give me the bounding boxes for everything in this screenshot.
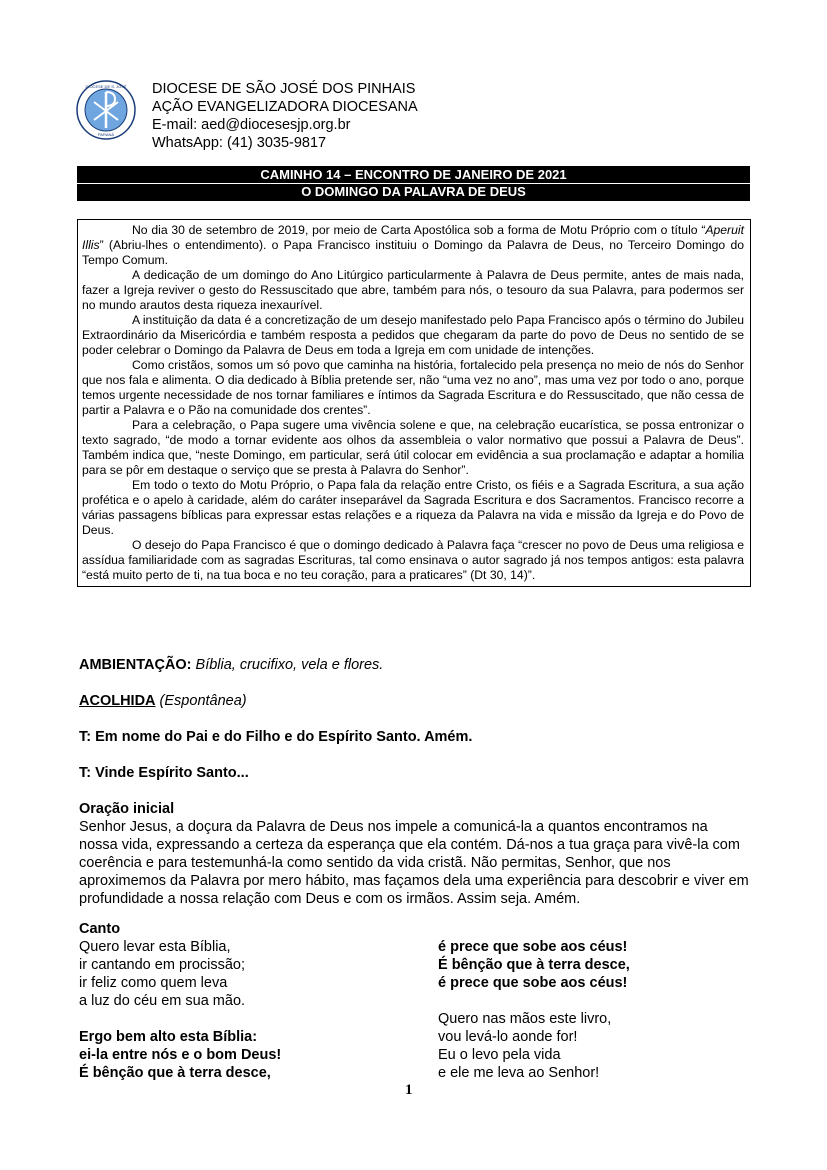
invocation-holy-spirit: T: Vinde Espírito Santo... (79, 765, 249, 781)
song-refrain-line: É bênção que à terra desce, (79, 1065, 271, 1081)
intro-paragraph-6: Em todo o texto do Motu Próprio, o Papa fala da relação entre Cristo, os fiéis e a Sagrada Escritura, a sua ação profética e o apelo à caridade, além do caráter inseparável da Sagrada Escritura e dos Sacramentos. Francisco recorre a várias passagens bíblicas para expressar estas relações e a riqueza da Palavra na vida e missão da Igreja e do Povo de Deus. (82, 478, 744, 537)
oracao-inicial (79, 800, 749, 908)
oracao-label: Oração inicial (79, 801, 175, 817)
intro-paragraph-2: A dedicação de um domingo do Ano Litúrgico particularmente à Palavra de Deus permite, antes de mais nada, fazer a Igreja reviver o gesto do Ressuscitado que abre, também para nós, o tesouro da sua Palavra, para podermos ser no mundo arautos desta riqueza inexaurível. (82, 268, 744, 312)
svg-text:PARANÁ: PARANÁ (97, 132, 115, 137)
header-whatsapp: WhatsApp: (41) 3035-9817 (152, 135, 327, 151)
intro-paragraph-7: O desejo do Papa Francisco é que o domingo dedicado à Palavra faça “crescer no povo de Deus uma religiosa e assídua familiaridade com as sagradas Escrituras, tal como ensinava o autor sagrado já nos tempos antigos: esta palavra “está muito perto de ti, na tua boca e no teu coração, para a praticares” (Dt 30, 14)”. (82, 538, 744, 582)
song-refrain-line: Ergo bem alto esta Bíblia: (79, 1029, 258, 1045)
acolhida: ACOLHIDA (Espontânea) (79, 693, 247, 709)
song-refrain-line: ei-la entre nós e o bom Deus! (79, 1047, 282, 1063)
intro-paragraph-1: No dia 30 de setembro de 2019, por meio de Carta Apostólica sob a forma de Motu Próprio com o título “Aperuit Illis” (Abriu-lhes o entendimento). o Papa Francisco instituiu o Domingo da Palavra de Deus, no Terceiro Domingo do Tempo Comum. (82, 223, 744, 267)
header-diocese-name: DIOCESE DE SÃO JOSÉ DOS PINHAIS (152, 81, 416, 97)
intro-box (77, 219, 751, 587)
title-line-2: O DOMINGO DA PALAVRA DE DEUS (301, 184, 526, 199)
song-refrain-line: É bênção que à terra desce, (438, 957, 630, 973)
title-banner (77, 166, 750, 201)
song-line: ir feliz como quem leva (79, 975, 228, 991)
song-line: vou levá-lo aonde for! (438, 1029, 578, 1045)
intro-paragraph-4: Como cristãos, somos um só povo que caminha na história, fortalecido pela presença no meio de nós do Senhor que nos fala e alimenta. O dia dedicado à Bíblia pretende ser, não “uma vez no ano”, mas uma vez por todo o ano, porque temos urgente necessidade de nos tornar familiares e íntimos da Sagrada Escritura e do Ressuscitado, que não cessa de partir a Palavra e o Pão na comunidade dos crentes”. (82, 358, 744, 417)
oracao-text: Senhor Jesus, a doçura da Palavra de Deus nos impele a comunicá-la a quantos encontramos na nossa vida, expressando a certeza da esperança que ela contém. Dá-nos a tua graça para vivê-la com coerência e para testemunhá-la como sentido da vida cristã. Não permitas, Senhor, que nos aproximemos da Palavra por mero hábito, mas façamos dela uma experiência para descobrir e viver em profundidade a nossa relação com Deus e com os irmãos. Assim seja. Amém. (79, 819, 749, 907)
canto-left-column (79, 938, 409, 1082)
canto-label: Canto (79, 921, 121, 937)
title-line-1: CAMINHO 14 – ENCONTRO DE JANEIRO DE 2021 (260, 167, 567, 182)
song-refrain-line: é prece que sobe aos céus! (438, 939, 628, 955)
intro-paragraph-3: A instituição da data é a concretização de um desejo manifestado pelo Papa Francisco após o término do Jubileu Extraordinário da Misericórdia e também resposta a pedidos que chegaram da parte do povo de Deus no sentido de se poder celebrar o Domingo da Palavra de Deus em toda a Igreja em com unidade de intenções. (82, 313, 744, 357)
diocese-header (152, 80, 418, 152)
song-refrain-line: é prece que sobe aos céus! (438, 975, 628, 991)
song-line: a luz do céu em sua mão. (79, 993, 246, 1009)
song-line: Quero nas mãos este livro, (438, 1011, 612, 1027)
song-line: e ele me leva ao Senhor! (438, 1065, 600, 1081)
song-line: ir cantando em procissão; (79, 957, 246, 973)
header-email: E-mail: aed@diocesesjp.org.br (152, 117, 351, 133)
canto-right-column (438, 938, 758, 1082)
svg-text:DIOCESE DE S. JOSÉ: DIOCESE DE S. JOSÉ (85, 84, 127, 89)
song-line: Eu o levo pela vida (438, 1047, 561, 1063)
invocation-trinity: T: Em nome do Pai e do Filho e do Espírito Santo. Amém. (79, 729, 473, 745)
intro-paragraph-5: Para a celebração, o Papa sugere uma vivência solene e que, na celebração eucarística, se possa entronizar o texto sagrado, “de modo a tornar evidente aos olhos da assembleia o valor normativo que possui a Palavra de Deus”. Também indica que, “neste Domingo, em particular, será útil colocar em evidência a sua proclamação e adaptar a homilia para se pôr em destaque o serviço que se presta à Palavra do Senhor”. (82, 418, 744, 477)
song-line: Quero levar esta Bíblia, (79, 939, 231, 955)
header-department: AÇÃO EVANGELIZADORA DIOCESANA (152, 99, 418, 115)
ambientacao: AMBIENTAÇÃO: Bíblia, crucifixo, vela e flores. (79, 657, 384, 673)
diocese-seal-logo (76, 80, 136, 140)
page-number: 1 (405, 1082, 413, 1098)
